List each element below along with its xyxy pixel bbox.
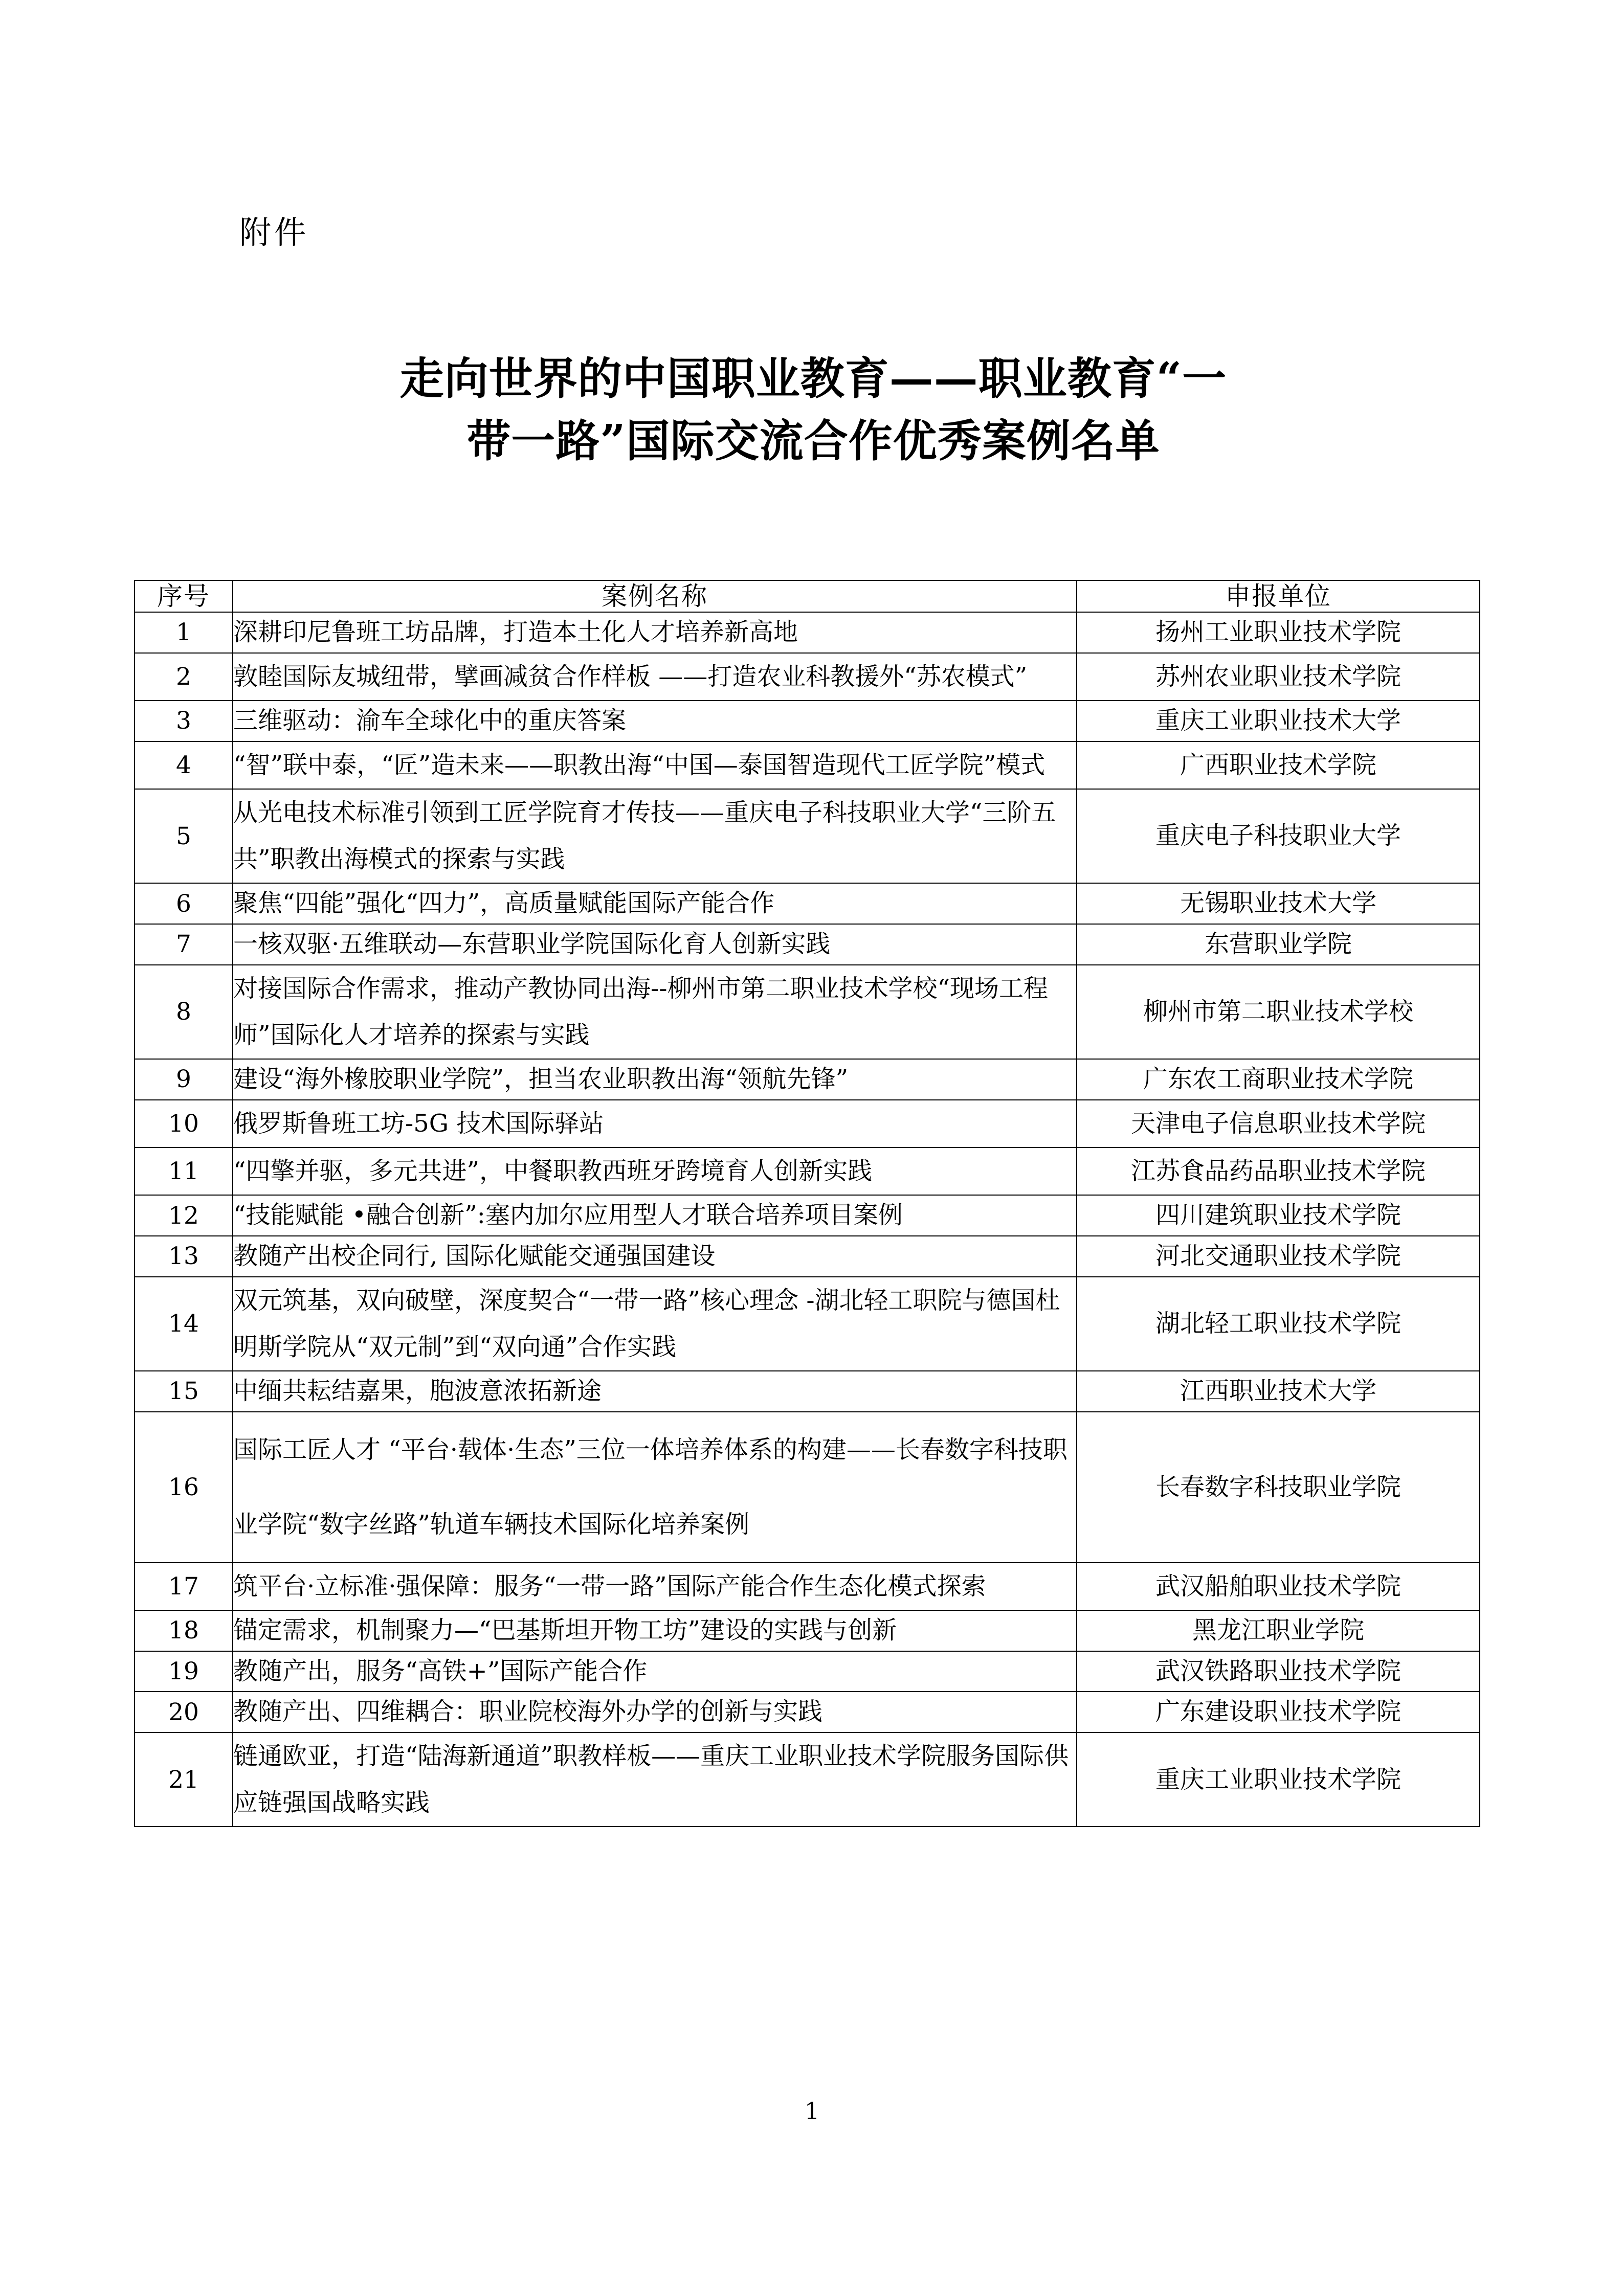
cell-case-name: “智”联中泰，“匠”造未来——职教出海“中国—泰国智造现代工匠学院”模式 bbox=[233, 741, 1077, 789]
cell-index: 15 bbox=[135, 1371, 233, 1412]
cell-index: 11 bbox=[135, 1147, 233, 1195]
cell-case-name: 深耕印尼鲁班工坊品牌，打造本土化人才培养新高地 bbox=[233, 612, 1077, 653]
cell-case-name: 链通欧亚，打造“陆海新通道”职教样板——重庆工业职业技术学院服务国际供应链强国战略实践 bbox=[233, 1732, 1077, 1827]
cell-case-name: 锚定需求，机制聚力—“巴基斯坦开物工坊”建设的实践与创新 bbox=[233, 1610, 1077, 1651]
cell-case-name: “技能赋能 •融合创新”:塞内加尔应用型人才联合培养项目案例 bbox=[233, 1195, 1077, 1236]
table-row bbox=[135, 1371, 1480, 1412]
page-title-line-2: 带一路”国际交流合作优秀案例名单 bbox=[466, 415, 1160, 467]
cell-case-name: 一核双驱·五维联动—东营职业学院国际化育人创新实践 bbox=[233, 924, 1077, 965]
cell-case-name: 筑平台·立标准·强保障：服务“一带一路”国际产能合作生态化模式探索 bbox=[233, 1563, 1077, 1610]
cell-case-name: “四擎并驱，多元共进”，中餐职教西班牙跨境育人创新实践 bbox=[233, 1147, 1077, 1195]
cell-case-name: 建设“海外橡胶职业学院”，担当农业职教出海“领航先锋” bbox=[233, 1059, 1077, 1100]
cell-case-name: 教随产出，服务“高铁+”国际产能合作 bbox=[233, 1651, 1077, 1692]
cell-index: 3 bbox=[135, 701, 233, 741]
table-row bbox=[135, 965, 1480, 1059]
table-row bbox=[135, 1100, 1480, 1147]
cell-applicant-unit: 江苏食品药品职业技术学院 bbox=[1077, 1147, 1480, 1195]
table-header-row bbox=[135, 580, 1480, 612]
cell-case-name: 俄罗斯鲁班工坊-5G 技术国际驿站 bbox=[233, 1100, 1077, 1147]
cell-applicant-unit: 河北交通职业技术学院 bbox=[1077, 1236, 1480, 1277]
cell-index: 13 bbox=[135, 1236, 233, 1277]
table-row bbox=[135, 1732, 1480, 1827]
cell-index: 19 bbox=[135, 1651, 233, 1692]
cell-applicant-unit: 长春数字科技职业学院 bbox=[1077, 1412, 1480, 1563]
cell-applicant-unit: 苏州农业职业技术学院 bbox=[1077, 653, 1480, 701]
column-header-applicant-unit: 申报单位 bbox=[1077, 580, 1480, 612]
cell-index: 21 bbox=[135, 1732, 233, 1827]
table-row bbox=[135, 1195, 1480, 1236]
cell-index: 20 bbox=[135, 1692, 233, 1732]
cell-applicant-unit: 广东农工商职业技术学院 bbox=[1077, 1059, 1480, 1100]
table-row bbox=[135, 1610, 1480, 1651]
cell-case-name: 敦睦国际友城纽带，擘画减贫合作样板 ——打造农业科教援外“苏农模式” bbox=[233, 653, 1077, 701]
cell-index: 14 bbox=[135, 1277, 233, 1371]
column-header-index: 序号 bbox=[135, 580, 233, 612]
table-row bbox=[135, 1651, 1480, 1692]
cell-applicant-unit: 重庆电子科技职业大学 bbox=[1077, 789, 1480, 883]
cell-case-name: 国际工匠人才 “平台·载体·生态”三位一体培养体系的构建——长春数字科技职业学院“数字丝路”轨道车辆技术国际化培养案例 bbox=[233, 1412, 1077, 1563]
cell-applicant-unit: 柳州市第二职业技术学校 bbox=[1077, 965, 1480, 1059]
page-title bbox=[205, 348, 1422, 472]
table-row bbox=[135, 1147, 1480, 1195]
cell-index: 5 bbox=[135, 789, 233, 883]
cell-applicant-unit: 无锡职业技术大学 bbox=[1077, 883, 1480, 924]
table-row bbox=[135, 653, 1480, 701]
cell-case-name: 聚焦“四能”强化“四力”，高质量赋能国际产能合作 bbox=[233, 883, 1077, 924]
cell-index: 17 bbox=[135, 1563, 233, 1610]
page-title-line-1: 走向世界的中国职业教育——职业教育“一 bbox=[399, 353, 1227, 404]
cell-case-name: 对接国际合作需求，推动产教协同出海--柳州市第二职业技术学校“现场工程师”国际化人才培养的探索与实践 bbox=[233, 965, 1077, 1059]
cell-applicant-unit: 武汉船舶职业技术学院 bbox=[1077, 1563, 1480, 1610]
cell-case-name: 双元筑基，双向破壁，深度契合“一带一路”核心理念 -湖北轻工职院与德国杜明斯学院从“双元制”到“双向通”合作实践 bbox=[233, 1277, 1077, 1371]
cell-index: 2 bbox=[135, 653, 233, 701]
cell-index: 4 bbox=[135, 741, 233, 789]
table-row bbox=[135, 883, 1480, 924]
cell-applicant-unit: 黑龙江职业学院 bbox=[1077, 1610, 1480, 1651]
table-row bbox=[135, 1059, 1480, 1100]
column-header-case-name: 案例名称 bbox=[233, 580, 1077, 612]
cell-case-name: 三维驱动：渝车全球化中的重庆答案 bbox=[233, 701, 1077, 741]
table-row bbox=[135, 1692, 1480, 1732]
cell-applicant-unit: 武汉铁路职业技术学院 bbox=[1077, 1651, 1480, 1692]
cell-applicant-unit: 广东建设职业技术学院 bbox=[1077, 1692, 1480, 1732]
cell-applicant-unit: 重庆工业职业技术大学 bbox=[1077, 701, 1480, 741]
table-row bbox=[135, 612, 1480, 653]
cell-index: 18 bbox=[135, 1610, 233, 1651]
cell-case-name: 从光电技术标准引领到工匠学院育才传技——重庆电子科技职业大学“三阶五共”职教出海模式的探索与实践 bbox=[233, 789, 1077, 883]
cell-applicant-unit: 天津电子信息职业技术学院 bbox=[1077, 1100, 1480, 1147]
cell-applicant-unit: 湖北轻工职业技术学院 bbox=[1077, 1277, 1480, 1371]
page-number: 1 bbox=[804, 2097, 820, 2125]
cell-case-name: 中缅共耘结嘉果，胞波意浓拓新途 bbox=[233, 1371, 1077, 1412]
cell-case-name: 教随产出、四维耦合：职业院校海外办学的创新与实践 bbox=[233, 1692, 1077, 1732]
table-row bbox=[135, 1277, 1480, 1371]
cell-index: 16 bbox=[135, 1412, 233, 1563]
cell-index: 9 bbox=[135, 1059, 233, 1100]
cell-index: 6 bbox=[135, 883, 233, 924]
attachment-label: 附件 bbox=[239, 214, 309, 251]
table-row bbox=[135, 1236, 1480, 1277]
cell-applicant-unit: 江西职业技术大学 bbox=[1077, 1371, 1480, 1412]
cell-applicant-unit: 四川建筑职业技术学院 bbox=[1077, 1195, 1480, 1236]
cell-index: 12 bbox=[135, 1195, 233, 1236]
cell-index: 8 bbox=[135, 965, 233, 1059]
cell-index: 10 bbox=[135, 1100, 233, 1147]
cell-case-name: 教随产出校企同行, 国际化赋能交通强国建设 bbox=[233, 1236, 1077, 1277]
table-row bbox=[135, 701, 1480, 741]
cell-applicant-unit: 广西职业技术学院 bbox=[1077, 741, 1480, 789]
case-list-table bbox=[134, 580, 1480, 1827]
table-row bbox=[135, 1412, 1480, 1563]
table-row bbox=[135, 1563, 1480, 1610]
table-row bbox=[135, 789, 1480, 883]
cell-applicant-unit: 东营职业学院 bbox=[1077, 924, 1480, 965]
cell-applicant-unit: 扬州工业职业技术学院 bbox=[1077, 612, 1480, 653]
table-row bbox=[135, 924, 1480, 965]
cell-index: 1 bbox=[135, 612, 233, 653]
cell-index: 7 bbox=[135, 924, 233, 965]
table-row bbox=[135, 741, 1480, 789]
cell-applicant-unit: 重庆工业职业技术学院 bbox=[1077, 1732, 1480, 1827]
